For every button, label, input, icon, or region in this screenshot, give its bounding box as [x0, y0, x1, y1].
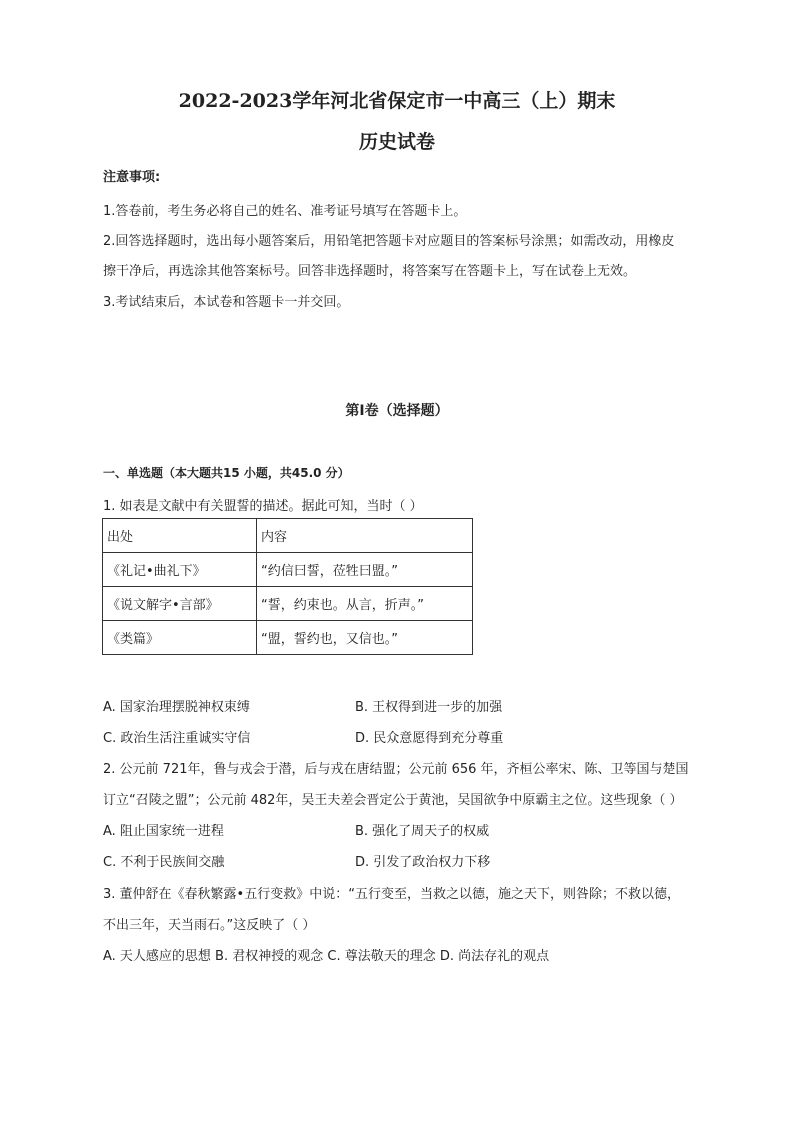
table-header-source: 出处: [103, 519, 257, 553]
table-cell-source: 《类篇》: [103, 621, 257, 655]
question-1-table: [102, 518, 473, 655]
question-3-stem-line-2: 不出三年，天当雨石。”这反映了（ ）: [103, 918, 316, 933]
question-2-stem-line-2: 订立“召陵之盟”；公元前 482年，吴王夫差会晋定公于黄池，吴国欲争中原霸主之位。这些现象（ ）: [103, 793, 683, 808]
question-3-stem-line-1: 3. 董仲舒在《春秋繁露•五行变救》中说：“五行变至，当救之以德，施之天下，则咎除；不救以德，: [103, 887, 680, 902]
table-header-row: [103, 519, 473, 553]
note-item-2: 2.回答选择题时，选出每小题答案后，用铅笔把答题卡对应题目的答案标号涂黑；如需改动，用橡皮: [103, 234, 675, 249]
note-item-3: 3.考试结束后，本试卷和答题卡一并交回。: [103, 295, 350, 310]
table-row: [103, 553, 473, 587]
table-cell-content: “盟，誓约也，又信也。”: [257, 621, 473, 655]
question-1-option-b: B. 王权得到进一步的加强: [355, 700, 503, 715]
exam-subject: 历史试卷: [358, 131, 435, 153]
part-heading: 一、单选题（本大题共15 小题，共45.0 分）: [103, 466, 350, 480]
question-2-stem-line-1: 2. 公元前 721年，鲁与戎会于潜，后与戎在唐结盟；公元前 656 年，齐桓公率宋、陈、卫等国与楚国: [103, 762, 689, 777]
question-2-option-d: D. 引发了政治权力下移: [355, 855, 491, 870]
question-1-option-d: D. 民众意愿得到充分尊重: [355, 731, 504, 746]
question-2-option-c: C. 不利于民族间交融: [103, 855, 225, 870]
question-1-option-c: C. 政治生活注重诚实守信: [103, 731, 251, 746]
table-cell-content: “约信曰誓，莅牲曰盟。”: [257, 553, 473, 587]
note-item-2-cont: 擦干净后，再选涂其他答案标号。回答非选择题时，将答案写在答题卡上，写在试卷上无效。: [103, 264, 637, 279]
table-row: [103, 621, 473, 655]
notes-heading: 注意事项:: [103, 170, 161, 185]
table-cell-source: 《说文解字•言部》: [103, 587, 257, 621]
question-1-option-a: A. 国家治理摆脱神权束缚: [103, 700, 250, 715]
exam-title: 2022-2023学年河北省保定市一中高三（上）期末: [178, 90, 616, 112]
question-2-option-b: B. 强化了周天子的权威: [355, 824, 490, 839]
question-2-option-a: A. 阻止国家统一进程: [103, 824, 224, 839]
section-title: 第Ⅰ卷（选择题）: [345, 403, 449, 419]
question-3-options: A. 天人感应的思想 B. 君权神授的观念 C. 尊法敬天的理念 D. 尚法存礼的观点: [103, 949, 550, 964]
table-header-content: 内容: [257, 519, 473, 553]
question-1-stem: 1. 如表是文献中有关盟誓的描述。据此可知，当时（ ）: [103, 499, 423, 514]
table-cell-content: “誓，约束也。从言，折声。”: [257, 587, 473, 621]
note-item-1: 1.答卷前，考生务必将自己的姓名、准考证号填写在答题卡上。: [103, 204, 467, 219]
table-row: [103, 587, 473, 621]
table-cell-source: 《礼记•曲礼下》: [103, 553, 257, 587]
